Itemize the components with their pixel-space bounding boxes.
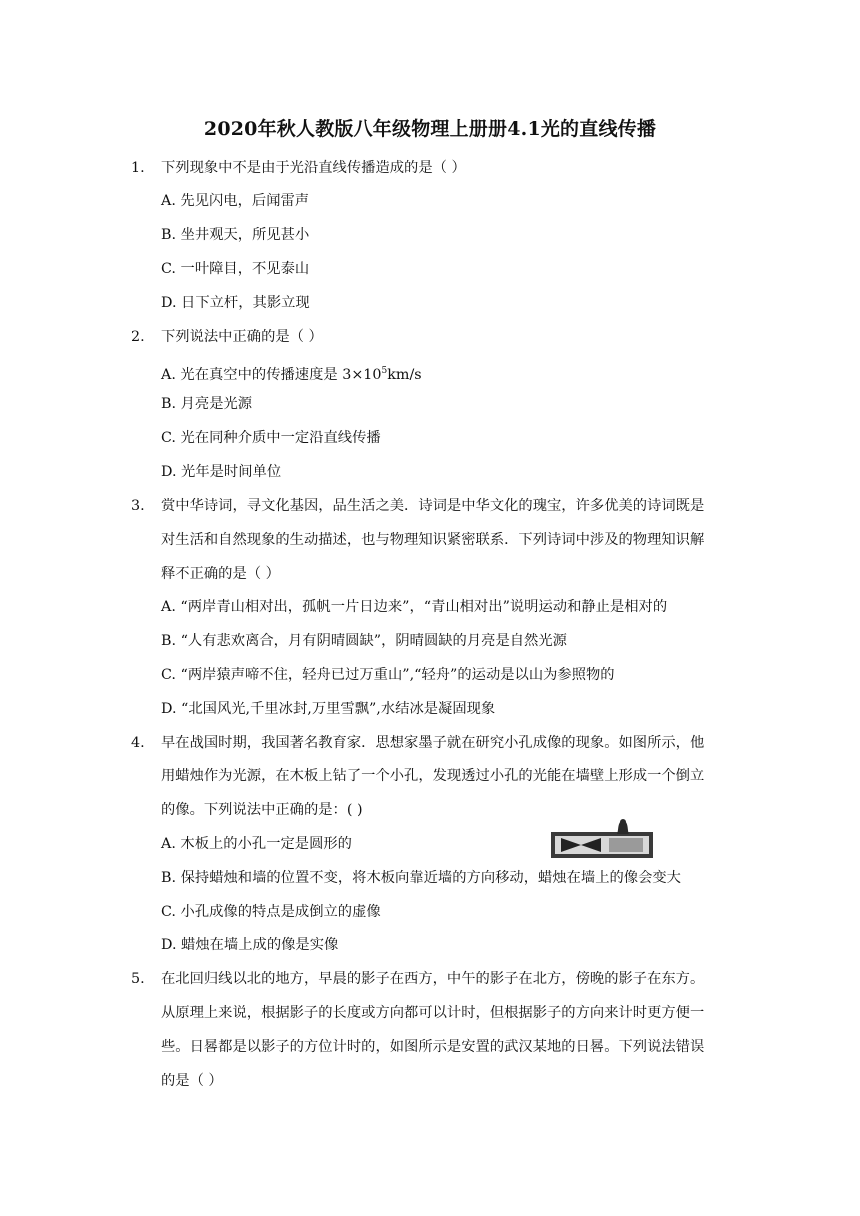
question-1-option-c: C. 一叶障目，不见泰山 xyxy=(161,261,310,277)
question-3-stem-line-1: 赏中华诗词，寻文化基因，品生活之美．诗词是中华文化的瑰宝，许多优美的诗词既是 xyxy=(161,498,705,514)
question-5-stem-line-3: 些。日晷都是以影子的方位计时的，如图所示是安置的武汉某地的日晷。下列说法错误 xyxy=(161,1039,705,1055)
question-1-option-a: A. 先见闪电，后闻雷声 xyxy=(161,193,310,209)
question-1-option-b: B. 坐井观天，所见甚小 xyxy=(161,227,310,243)
question-3-option-a: A. “两岸青山相对出，孤帆一片日边来”，“青山相对出”说明运动和静止是相对的 xyxy=(161,599,668,615)
option-a-unit: km/s xyxy=(387,366,422,383)
question-4-number: 4. xyxy=(131,735,145,751)
page-title: 2020年秋人教版八年级物理上册册4.1光的直线传播 xyxy=(203,118,657,140)
question-4-option-c: C. 小孔成像的特点是成倒立的虚像 xyxy=(161,904,381,920)
question-2-option-b: B. 月亮是光源 xyxy=(161,396,253,412)
question-2-option-c: C. 光在同种介质中一定沿直线传播 xyxy=(161,430,381,446)
question-3-stem-line-3: 释不正确的是（ ） xyxy=(161,566,280,582)
scholar-head xyxy=(620,819,626,825)
question-2-number: 2. xyxy=(131,329,145,345)
question-3-option-d: D. “北国风光,千里冰封,万里雪飘”,水结冰是凝固现象 xyxy=(161,701,496,717)
pinhole-camera-figure xyxy=(551,818,653,858)
question-2-option-a xyxy=(161,361,422,385)
question-2-option-d: D. 光年是时间单位 xyxy=(161,464,282,480)
exponent: 5 xyxy=(381,366,388,376)
question-5-stem-line-2: 从原理上来说，根据影子的长度或方向都可以计时，但根据影子的方向来计时更方便一 xyxy=(161,1005,705,1021)
question-2-stem: 下列说法中正确的是（ ） xyxy=(161,329,323,345)
question-4-stem-line-3: 的像。下列说法中正确的是：( ) xyxy=(161,802,363,818)
wall-image xyxy=(609,838,643,852)
question-5-stem-line-1: 在北回归线以北的地方，早晨的影子在西方，中午的影子在北方，傍晚的影子在东方。 xyxy=(161,971,705,987)
question-5-stem-line-4: 的是（ ） xyxy=(161,1073,223,1089)
question-3-stem-line-2: 对生活和自然现象的生动描述，也与物理知识紧密联系．下列诗词中涉及的物理知识解 xyxy=(161,532,705,548)
question-4-option-b: B. 保持蜡烛和墙的位置不变，将木板向靠近墙的方向移动，蜡烛在墙上的像会变大 xyxy=(161,870,681,886)
question-4-stem-line-2: 用蜡烛作为光源，在木板上钻了一个小孔，发现透过小孔的光能在墙壁上形成一个倒立 xyxy=(161,768,705,784)
question-4-stem-line-1: 早在战国时期，我国著名教育家．思想家墨子就在研究小孔成像的现象。如图所示，他 xyxy=(161,735,705,751)
question-5-number: 5. xyxy=(131,971,145,987)
question-1-stem: 下列现象中不是由于光沿直线传播造成的是（ ） xyxy=(161,160,466,176)
question-4-option-d: D. 蜡烛在墙上成的像是实像 xyxy=(161,937,339,953)
question-4-option-a: A. 木板上的小孔一定是圆形的 xyxy=(161,836,352,852)
question-3-option-b: B. “人有悲欢离合，月有阴晴圆缺”，阴晴圆缺的月亮是自然光源 xyxy=(161,633,567,649)
option-a-text: A. 光在真空中的传播速度是 3×10 xyxy=(161,366,382,383)
question-1-number: 1. xyxy=(131,160,145,176)
question-1-option-d: D. 日下立杆，其影立现 xyxy=(161,295,310,311)
question-3-number: 3. xyxy=(131,498,145,514)
question-3-option-c: C. “两岸猿声啼不住，轻舟已过万重山”,“轻舟”的运动是以山为参照物的 xyxy=(161,667,615,683)
